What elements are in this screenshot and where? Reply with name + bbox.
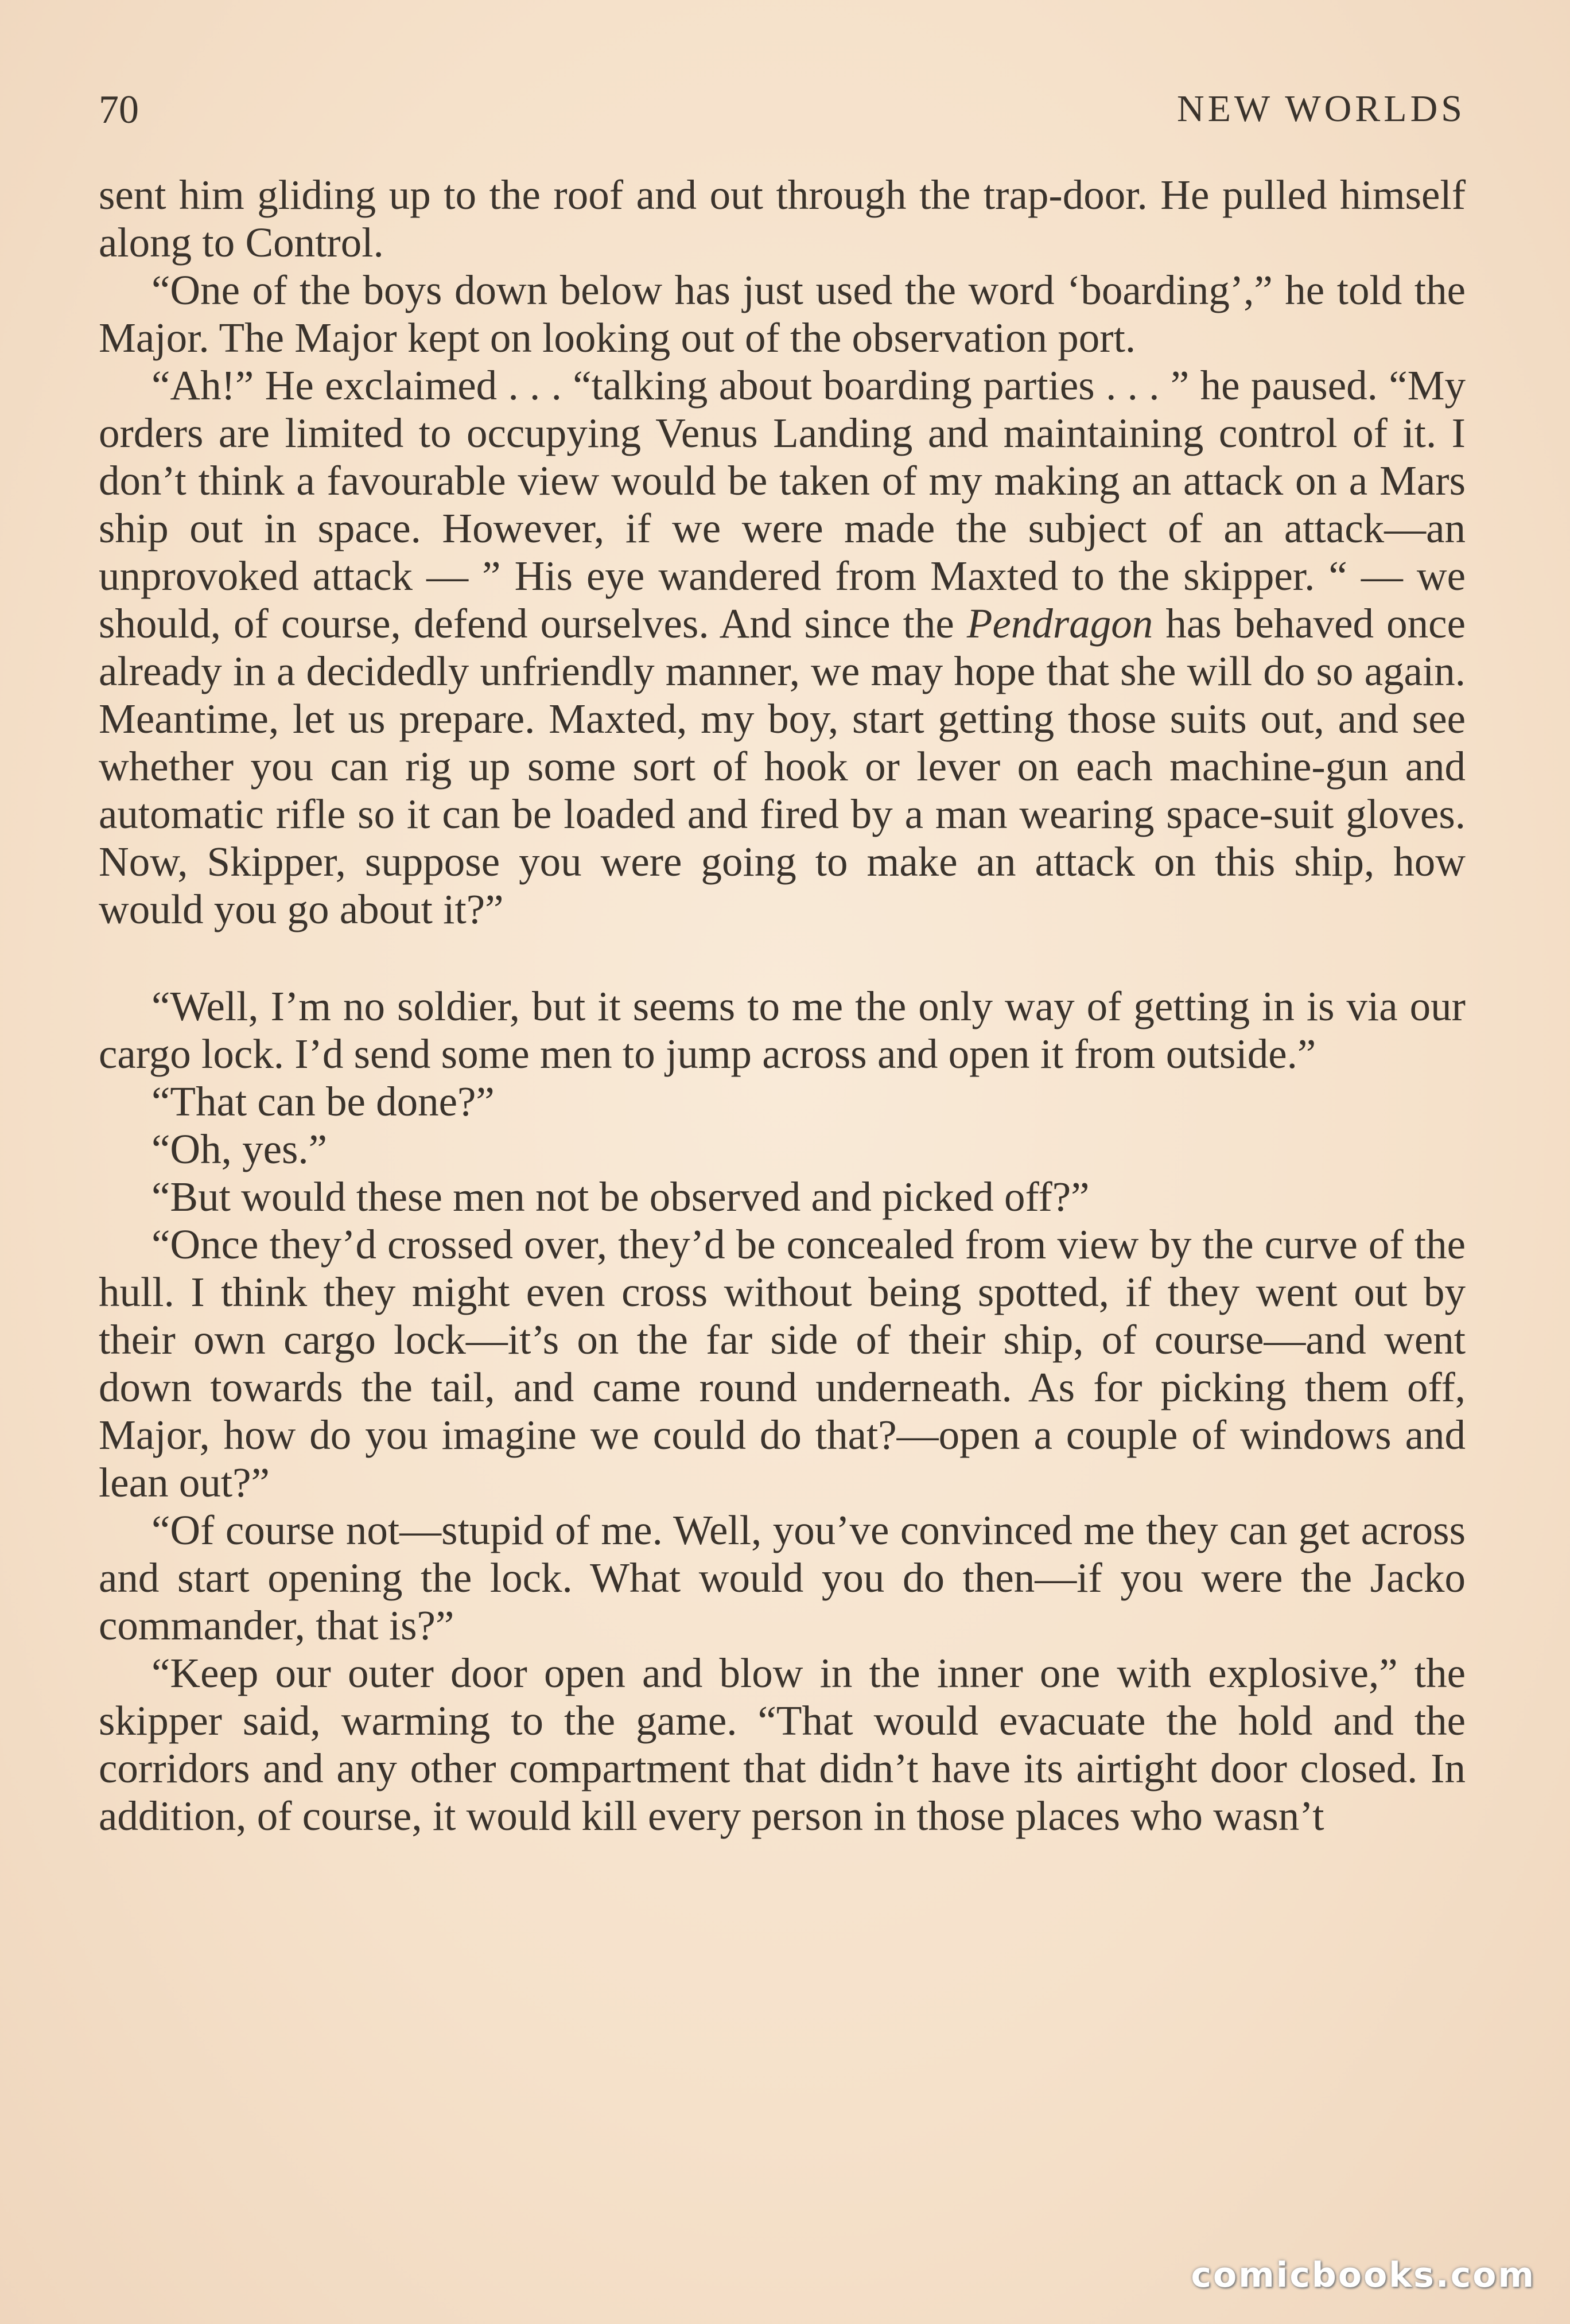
paragraph-text: has behaved once already in a decidedly unfriendly manner, we may hope that she will do so again. Meantime, let us prepare. Maxted, my boy, start getting those suits out, and see whether you can rig up some sort of hook or lever on each machine-gun and automatic rifle so it can be loaded and fired by a man wearing space-suit gloves. Now, Skipper, suppose you were going to make an attack on this ship, how would you go about it?” [99, 600, 1466, 932]
paragraph: “Of course not—stupid of me. Well, you’ve convinced me they can get across and start opening the lock. What would you do then—if you were the Jacko commander, that is?” [99, 1507, 1466, 1649]
paragraph: “Well, I’m no soldier, but it seems to me the only way of getting in is via our cargo lock. I’d send some men to jump across and open it from outside.” [99, 983, 1466, 1077]
page-header [99, 80, 1466, 143]
page-number: 70 [99, 88, 139, 132]
paragraph: “Once they’d crossed over, they’d be concealed from view by the curve of the hull. I think they might even cross without being spotted, if they went out by their own cargo lock—it’s on the far side of their ship, of course—and went down towards the tail, and came round underneath. As for picking them off, Major, how do you imagine we could do that?—open a couple of windows and lean out?” [99, 1221, 1466, 1506]
paragraph: “That can be done?” [151, 1078, 495, 1125]
paragraph: “But would these men not be observed and picked off?” [151, 1173, 1090, 1220]
body-text [99, 171, 1466, 1840]
paragraph: “Oh, yes.” [151, 1126, 328, 1172]
paragraph: sent him gliding up to the roof and out through the trap-door. He pulled himself along to Control. [99, 172, 1466, 266]
paragraph-text: “Ah!” He exclaimed . . . “talking about boarding parties . . . ” he paused. “My orders are limited to occupying Venus Landing and maintaining control of it. I don’t think a favourable view would be taken of my making an attack on a Mars ship out in space. However, if we were made the subject of an attack—an unprovoked attack — ” His eye wandered from Maxted to the skipper. “ — we should, of course, defend ourselves. And since the [99, 362, 1466, 647]
watermark: comicbooks.com [1191, 2255, 1536, 2295]
paragraph [99, 362, 1466, 933]
paragraph: “One of the boys down below has just used the word ‘boarding’,” he told the Major. The Major kept on looking out of the observation port. [99, 267, 1466, 361]
ship-name: Pendragon [966, 600, 1153, 647]
paragraph: “Keep our outer door open and blow in the inner one with explosive,” the skipper said, warming to the game. “That would evacuate the hold and the corridors and any other compartment that didn’t have its airtight door closed. In addition, of course, it would kill every person in those places who wasn’t [99, 1650, 1466, 1839]
running-head: NEW WORLDS [1176, 88, 1466, 130]
